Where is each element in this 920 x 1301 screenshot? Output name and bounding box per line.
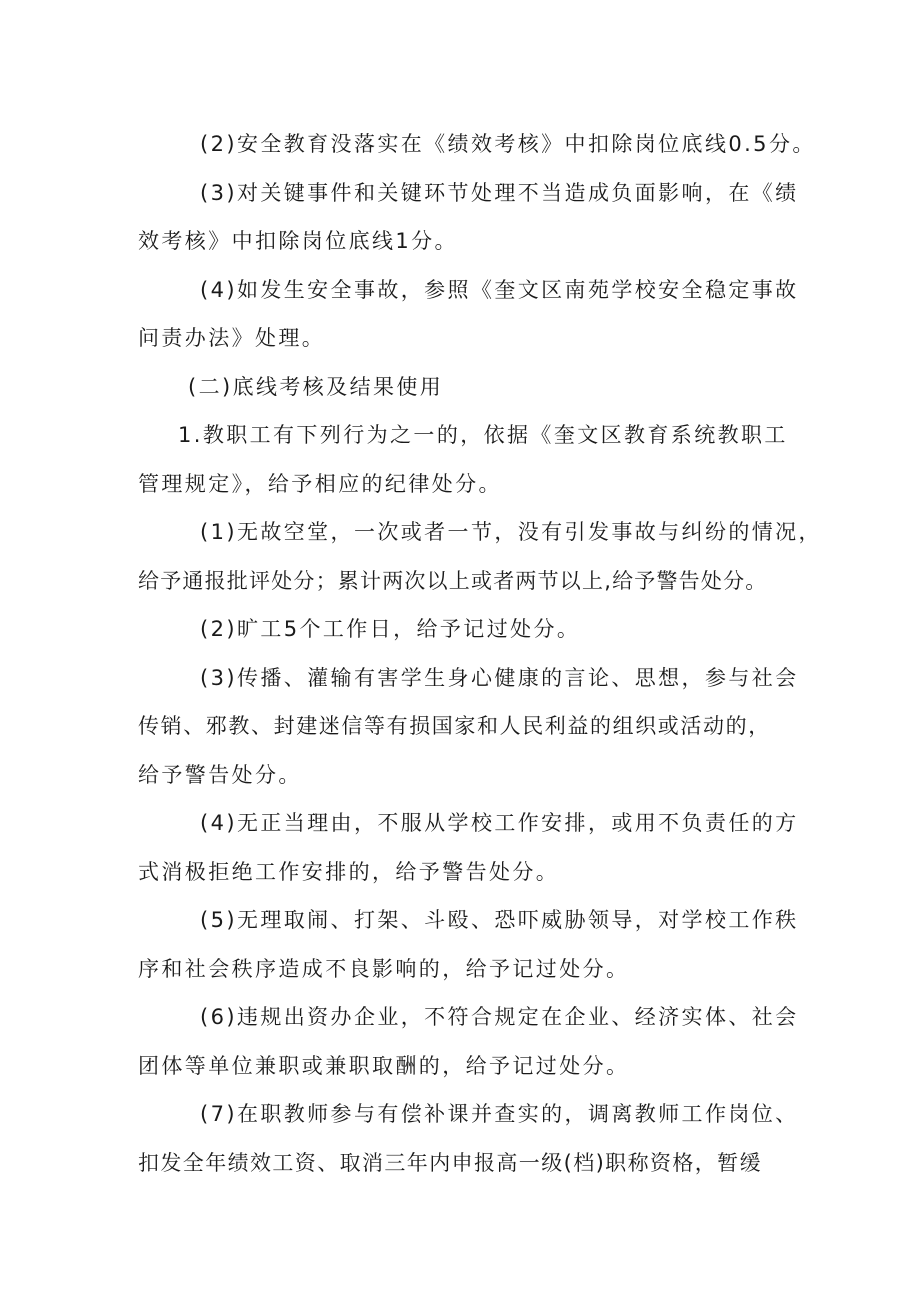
text-line: (4)无正当理由，不服从学校工作安排，或用不负责任的方 — [200, 811, 799, 835]
text-line: 管理规定》，给予相应的纪律处分。 — [138, 471, 502, 496]
text-line: 式消极拒绝工作安排的，给予警告处分。 — [138, 859, 560, 884]
text-line: (1)无故空堂，一次或者一节，没有引发事故与纠纷的情况， — [200, 520, 822, 544]
text-line: (3)传播、灌输有害学生身心健康的言论、思想，参与社会 — [200, 665, 799, 690]
text-line: 给予通报批评处分；累计两次以上或者两节以上,给予警告处分。 — [138, 568, 768, 593]
paragraph-item-3-harmful-speech — [138, 654, 798, 800]
text-line: (7)在职教师参与有偿补课并查实的，调离教师工作岗位、 — [200, 1102, 799, 1126]
paragraph-item-5-disorder — [138, 896, 798, 993]
paragraph-item-7-paid-tutoring — [138, 1090, 798, 1187]
paragraph-item-4-safety-accident — [138, 266, 798, 363]
paragraph-clause-1-staff-behaviors — [138, 411, 798, 508]
paragraph-item-2-absenteeism — [138, 605, 798, 654]
text-line: 1.教职工有下列行为之一的，依据《奎文区教育系统教职工 — [178, 423, 788, 447]
paragraph-item-3-key-events — [138, 169, 798, 266]
text-line: 给予警告处分。 — [138, 762, 302, 787]
paragraph-item-6-illegal-business — [138, 993, 798, 1090]
document-body — [138, 120, 822, 1187]
paragraph-item-2-safety-education — [138, 120, 816, 169]
text-line: 效考核》中扣除岗位底线1分。 — [138, 229, 458, 253]
section-heading-baseline-assessment — [138, 363, 798, 412]
text-line: (2)安全教育没落实在《绩效考核》中扣除岗位底线0.5分。 — [200, 132, 816, 156]
text-line: 问责办法》处理。 — [138, 326, 326, 350]
text-line: 团体等单位兼职或兼职取酬的，给予记过处分。 — [138, 1053, 630, 1078]
text-line: (3)对关键事件和关键环节处理不当造成负面影响，在《绩 — [200, 180, 799, 205]
text-line: 序和社会秩序造成不良影响的，给予记过处分。 — [138, 956, 630, 981]
text-line: (6)违规出资办企业，不符合规定在企业、经济实体、社会 — [200, 1005, 799, 1029]
text-line: (4)如发生安全事故，参照《奎文区南苑学校安全稳定事故 — [200, 277, 799, 302]
paragraph-item-4-disobey-arrangement — [138, 799, 798, 896]
text-line: (二)底线考核及结果使用 — [188, 374, 444, 399]
text-line: (5)无理取闹、打架、斗殴、恐吓威胁领导，对学校工作秩 — [200, 908, 799, 932]
text-line: (2)旷工5个工作日，给予记过处分。 — [200, 617, 581, 641]
paragraph-item-1-absent-class — [138, 508, 822, 605]
text-line: 传销、邪教、封建迷信等有损国家和人民利益的组织或活动的， — [138, 714, 771, 738]
text-line: 扣发全年绩效工资、取消三年内申报高一级(档)职称资格，暂缓 — [138, 1150, 762, 1175]
